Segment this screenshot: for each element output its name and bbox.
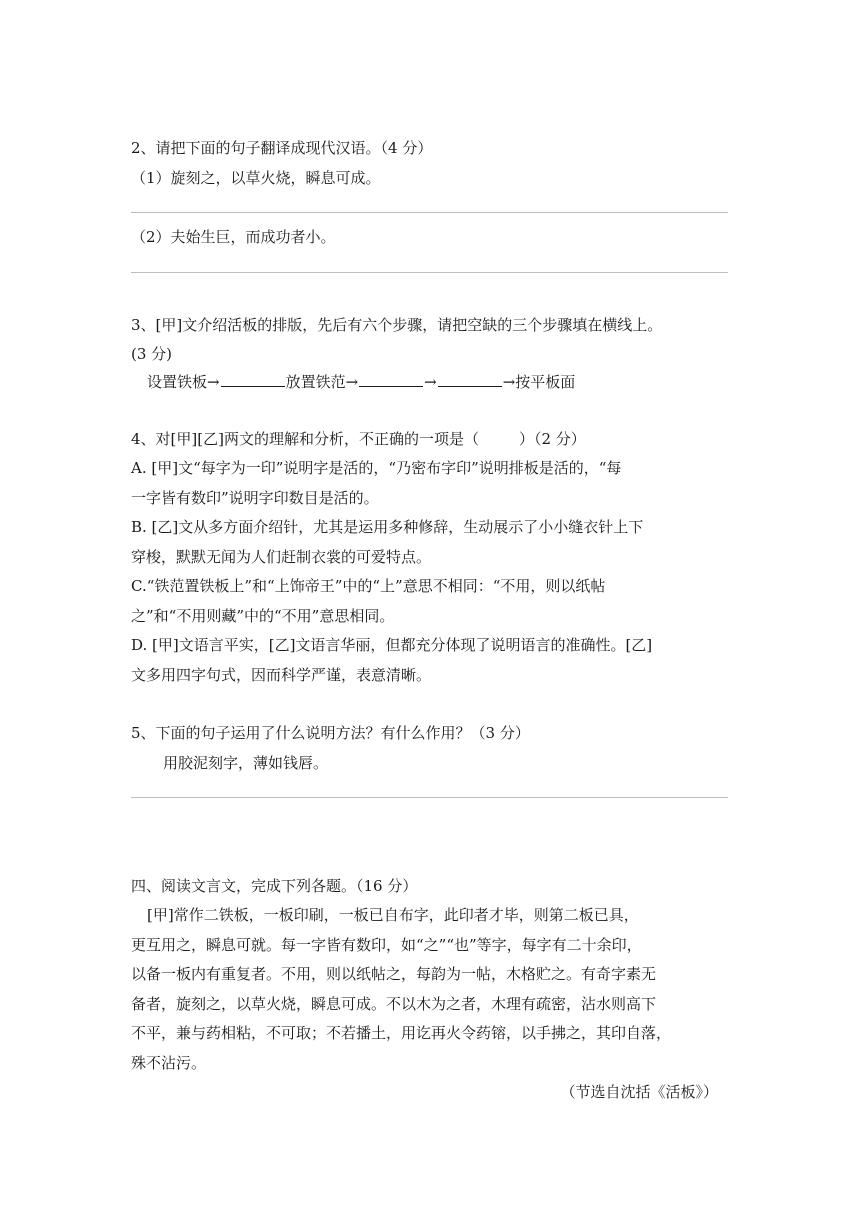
fill-blank[interactable] <box>221 372 285 387</box>
q4-title <box>131 429 586 449</box>
option-a-line-1: A. [甲]文“每字为一印”说明字是活的，“乃密布字印”说明排板是活的，“每 <box>131 459 622 477</box>
q3-title-line-2: (3 分) <box>131 345 173 363</box>
q5-sentence: 用胶泥刻字，薄如钱唇。 <box>163 754 329 772</box>
option-d-line-1: D. [甲]文语言平实，[乙]文语言华丽，但都充分体现了说明语言的准确性。[乙] <box>131 636 653 654</box>
q3-steps <box>147 372 575 392</box>
fill-blank[interactable] <box>359 372 423 387</box>
q4-title-part: 4、对[甲][乙]两文的理解和分析，不正确的一项是（ <box>131 430 479 448</box>
option-c-line-2: 之”和“不用则藏”中的“不用”意思相同。 <box>131 607 395 625</box>
q2-item-2: （2）夫始生巨，而成功者小。 <box>131 228 336 246</box>
answer-line[interactable] <box>131 797 728 798</box>
answer-line[interactable] <box>131 272 728 273</box>
q5-title: 5、下面的句子运用了什么说明方法？有什么作用？（3 分） <box>131 724 530 742</box>
q4-title-part: ）（2 分） <box>518 430 586 448</box>
option-c-line-1: C.“铁范置铁板上”和“上饰帝王”中的“上”意思不相同：“不用，则以纸帖 <box>131 577 606 595</box>
passage-line-6: 殊不沾污。 <box>131 1054 207 1072</box>
option-d-line-2: 文多用四字句式，因而科学严谨，表意清晰。 <box>131 666 432 684</box>
passage-line-1: [甲]常作二铁板，一板印刷，一板已自布字，此印者才毕，则第二板已具， <box>147 906 639 924</box>
passage-line-3: 以备一板内有重复者。不用，则以纸帖之，每韵为一帖，木格贮之。有奇字素无 <box>131 965 657 983</box>
option-a-line-2: 一字皆有数印”说明字印数目是活的。 <box>131 489 379 507</box>
option-b-line-2: 穿梭，默默无闻为人们赶制衣裳的可爱特点。 <box>131 548 432 566</box>
passage-source: （节选自沈括《活板》） <box>560 1083 718 1101</box>
passage-line-2: 更互用之，瞬息可就。每一字皆有数印，如“之”“也”等字，每字有二十余印， <box>131 936 642 954</box>
step-text: →按平板面 <box>502 373 576 391</box>
passage-line-5: 不平，兼与药相粘，不可取；不若播土，用讫再火令药镕，以手拂之，其印自落， <box>131 1024 672 1042</box>
q2-item-1: （1）旋刻之，以草火烧，瞬息可成。 <box>131 169 381 187</box>
step-text: 设置铁板→ <box>147 373 220 391</box>
answer-line[interactable] <box>131 212 728 213</box>
section-heading: 四、阅读文言文，完成下列各题。（16 分） <box>131 877 418 895</box>
passage-line-4: 备者，旋刻之，以草火烧，瞬息可成。不以木为之者，木理有疏密，沾水则高下 <box>131 995 657 1013</box>
option-b-line-1: B. [乙]文从多方面介绍针，尤其是运用多种修辞，生动展示了小小缝衣针上下 <box>131 518 644 536</box>
q2-title: 2、请把下面的句子翻译成现代汉语。（4 分） <box>131 139 433 157</box>
q3-title-line-1: 3、[甲]文介绍活板的排版，先后有六个步骤，请把空缺的三个步骤填在横线上。 <box>131 316 663 334</box>
fill-blank[interactable] <box>438 372 502 387</box>
step-text: 放置铁范→ <box>285 373 359 391</box>
arrow-text: → <box>424 373 437 391</box>
